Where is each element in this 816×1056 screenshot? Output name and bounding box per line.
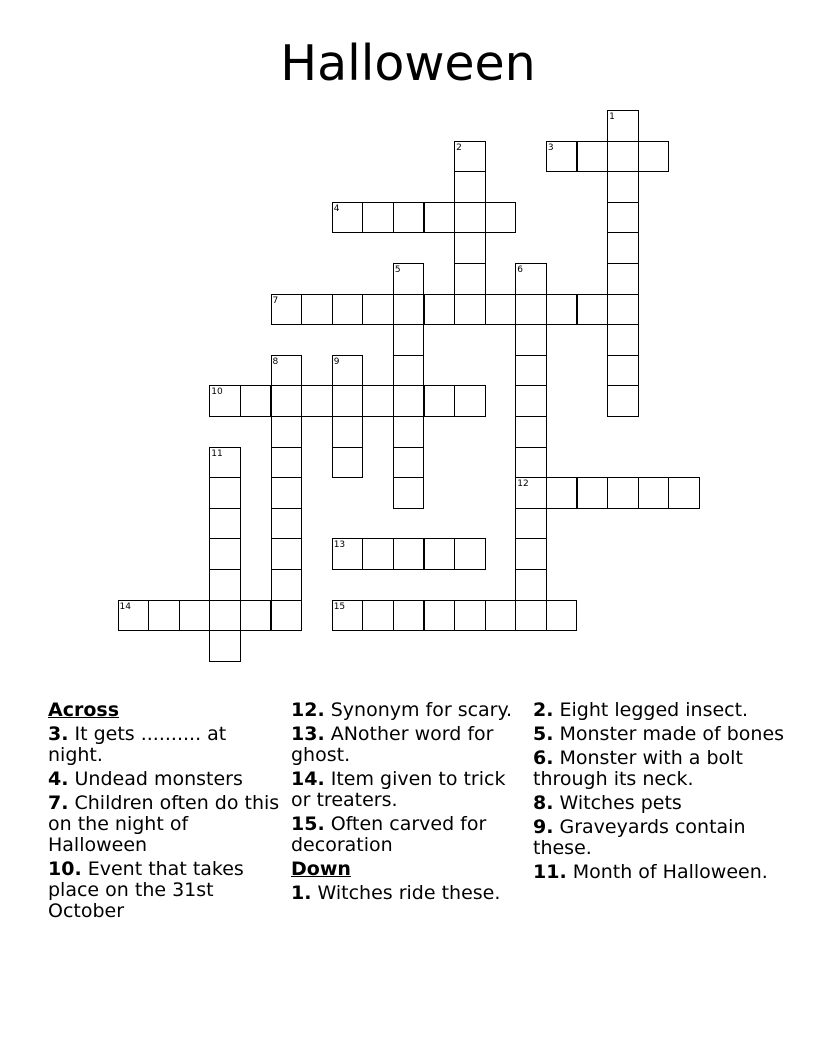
grid-cell[interactable] (393, 355, 425, 387)
clue-text: It gets .......... at night. (48, 723, 227, 766)
grid-cell[interactable] (179, 600, 211, 632)
clue-item (533, 793, 793, 814)
grid-cell[interactable] (515, 538, 547, 570)
grid-cell[interactable] (607, 171, 639, 203)
cell-number: 8 (272, 356, 279, 367)
clue-text: Undead monsters (74, 768, 243, 790)
cell-number: 3 (547, 142, 554, 153)
grid-cell[interactable] (209, 477, 241, 509)
grid-cell[interactable] (546, 600, 578, 632)
cell-number: 2 (456, 142, 462, 153)
clue-column-1 (48, 700, 280, 925)
grid-cell[interactable] (271, 416, 303, 448)
grid-cell[interactable] (209, 630, 241, 662)
grid-cell[interactable] (424, 385, 456, 417)
grid-cell[interactable] (393, 538, 425, 570)
clue-text: Event that takes place on the 31st October (48, 858, 244, 922)
grid-cell[interactable] (515, 447, 547, 479)
grid-cell[interactable] (454, 385, 486, 417)
clue-column-2 (291, 700, 523, 907)
grid-cell[interactable] (393, 447, 425, 479)
cell-number: 10 (211, 387, 223, 398)
grid-cell[interactable] (607, 477, 639, 509)
clue-item (533, 748, 793, 790)
grid-cell[interactable] (332, 447, 364, 479)
clue-item (48, 769, 280, 790)
clue-item (291, 700, 523, 721)
grid-cell[interactable] (271, 569, 303, 601)
grid-cell[interactable] (607, 202, 639, 234)
clue-item (48, 859, 280, 922)
grid-cell[interactable] (271, 385, 303, 417)
clue-number: 12. (291, 699, 325, 721)
clue-number: 7. (48, 792, 69, 814)
grid-cell[interactable] (454, 232, 486, 264)
grid-cell[interactable] (607, 385, 639, 417)
clue-number: 2. (533, 699, 554, 721)
grid-cell[interactable] (515, 569, 547, 601)
grid-cell[interactable] (607, 355, 639, 387)
grid-cell[interactable] (577, 477, 609, 509)
grid-cell[interactable] (485, 294, 517, 326)
clue-item (533, 817, 793, 859)
grid-cell[interactable] (209, 569, 241, 601)
grid-cell[interactable] (393, 477, 425, 509)
clue-number: 4. (48, 768, 69, 790)
grid-cell[interactable] (424, 600, 456, 632)
clue-text: Item given to trick or treaters. (291, 768, 506, 811)
grid-cell[interactable] (638, 141, 670, 173)
clue-number: 8. (533, 792, 554, 814)
grid-cell[interactable] (515, 416, 547, 448)
grid-cell[interactable] (362, 294, 394, 326)
grid-cell[interactable] (607, 141, 639, 173)
grid-cell[interactable] (607, 294, 639, 326)
grid-cell[interactable] (148, 600, 180, 632)
grid-cell[interactable] (271, 538, 303, 570)
grid-cell[interactable] (485, 600, 517, 632)
grid-cell[interactable] (271, 477, 303, 509)
grid-cell[interactable] (332, 385, 364, 417)
clue-text: Often carved for decoration (291, 813, 487, 856)
clue-number: 9. (533, 816, 554, 838)
grid-cell[interactable] (393, 294, 425, 326)
cell-number: 5 (394, 265, 401, 275)
clue-item (291, 724, 523, 766)
clue-number: 11. (533, 861, 567, 883)
grid-cell[interactable] (332, 416, 364, 448)
grid-cell[interactable] (332, 294, 364, 326)
grid-cell[interactable] (424, 202, 456, 234)
grid-cell[interactable] (515, 324, 547, 356)
cell-number: 12 (517, 479, 529, 490)
grid-cell[interactable] (393, 416, 425, 448)
grid-cell[interactable] (577, 294, 609, 326)
across-header: Across (48, 699, 120, 721)
grid-cell[interactable] (454, 538, 486, 570)
clue-number: 14. (291, 768, 325, 790)
grid-cell[interactable] (240, 385, 272, 417)
grid-cell[interactable] (393, 385, 425, 417)
grid-cell[interactable] (546, 477, 578, 509)
grid-cell[interactable] (424, 538, 456, 570)
clue-text: Monster made of bones (559, 723, 785, 745)
clue-item (533, 700, 793, 721)
grid-cell[interactable] (362, 202, 394, 234)
grid-cell[interactable] (515, 355, 547, 387)
clue-number: 15. (291, 813, 325, 835)
clue-number: 3. (48, 723, 69, 745)
grid-cell[interactable] (515, 385, 547, 417)
grid-cell[interactable] (454, 600, 486, 632)
clue-number: 13. (291, 723, 325, 745)
clue-item (533, 724, 793, 745)
clue-column-3 (533, 700, 793, 886)
cell-number: 15 (333, 601, 346, 612)
clue-number: 6. (533, 747, 554, 769)
cell-number: 9 (333, 356, 340, 367)
grid-cell[interactable] (209, 508, 241, 540)
clue-text: Children often do this on the night of Halloween (48, 792, 280, 856)
cell-number: 7 (272, 295, 279, 306)
grid-cell[interactable] (362, 385, 394, 417)
grid-cell[interactable] (546, 294, 578, 326)
clue-text: Witches pets (559, 792, 682, 814)
clue-text: Witches ride these. (317, 882, 501, 904)
cell-number: 1 (609, 112, 615, 122)
clue-text: Month of Halloween. (572, 861, 768, 883)
clue-item (533, 862, 793, 883)
grid-cell[interactable] (240, 600, 272, 632)
grid-cell[interactable] (454, 202, 486, 234)
grid-cell[interactable] (485, 202, 517, 234)
grid-cell[interactable] (393, 324, 425, 356)
grid-cell[interactable] (454, 294, 486, 326)
grid-cell[interactable] (515, 294, 547, 326)
grid-cell[interactable] (607, 232, 639, 264)
grid-cell[interactable] (362, 600, 394, 632)
clue-number: 10. (48, 858, 82, 880)
grid-cell[interactable] (301, 294, 333, 326)
clue-text: Monster with a bolt through its neck. (533, 747, 743, 790)
grid-cell[interactable] (607, 324, 639, 356)
cell-number: 4 (333, 203, 340, 214)
clue-text: Synonym for scary. (330, 699, 513, 721)
grid-cell[interactable] (515, 600, 547, 632)
clue-text: Graveyards contain these. (533, 816, 746, 859)
clue-text: Eight legged insect. (559, 699, 749, 721)
puzzle-title: Halloween (280, 35, 536, 92)
clue-item (48, 724, 280, 766)
grid-cell[interactable] (668, 477, 700, 509)
grid-cell[interactable] (209, 538, 241, 570)
cell-number: 14 (119, 601, 131, 612)
clue-item (291, 769, 523, 811)
grid-cell[interactable] (393, 202, 425, 234)
grid-cell[interactable] (393, 600, 425, 632)
clue-number: 1. (291, 882, 312, 904)
grid-cell[interactable] (454, 171, 486, 203)
grid-cell[interactable] (454, 263, 486, 295)
grid-cell[interactable] (271, 447, 303, 479)
grid-cell[interactable] (301, 385, 333, 417)
clue-item (291, 883, 523, 904)
grid-cell[interactable] (515, 508, 547, 540)
clue-text: ANother word for ghost. (291, 723, 494, 766)
grid-cell[interactable] (638, 477, 670, 509)
grid-cell[interactable] (362, 538, 394, 570)
grid-cell[interactable] (271, 508, 303, 540)
grid-cell[interactable] (607, 263, 639, 295)
clue-number: 5. (533, 723, 554, 745)
cell-number: 11 (211, 448, 223, 459)
clue-item (291, 814, 523, 856)
grid-cell[interactable] (271, 600, 303, 632)
clue-item (48, 793, 280, 856)
cell-number: 6 (517, 265, 524, 275)
grid-cell[interactable] (209, 600, 241, 632)
cell-number: 13 (333, 540, 346, 551)
grid-cell[interactable] (424, 294, 456, 326)
grid-cell[interactable] (577, 141, 609, 173)
down-header: Down (291, 858, 351, 880)
